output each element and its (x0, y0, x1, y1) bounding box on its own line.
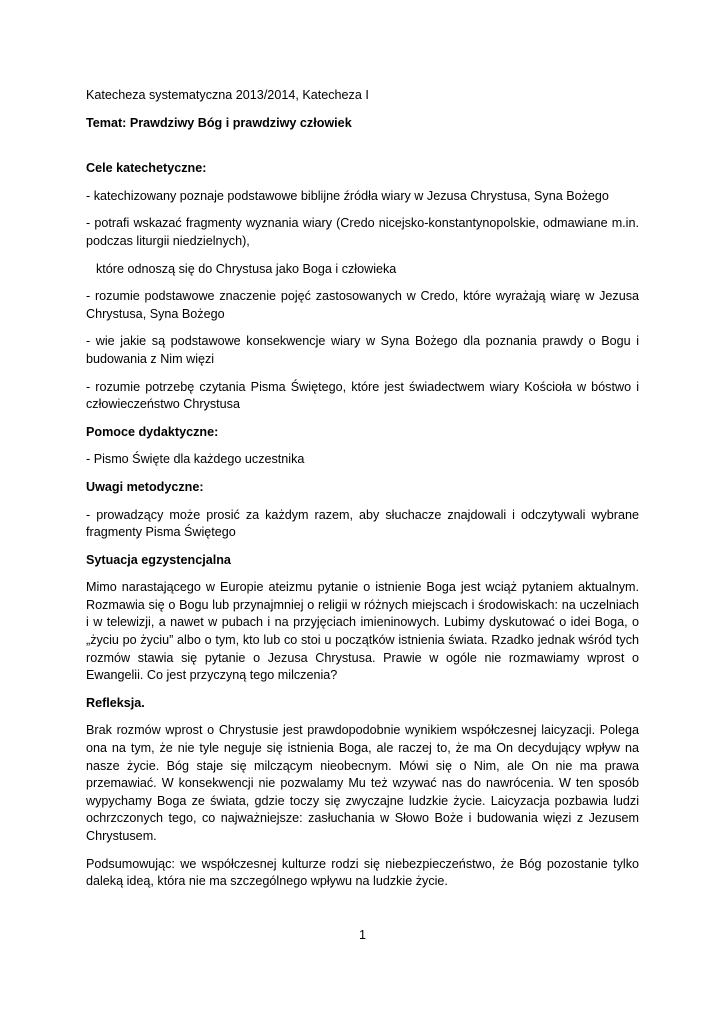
spacer (86, 142, 639, 160)
reflection-paragraph: Brak rozmów wprost o Chrystusie jest prawdopodobnie wynikiem współczesnej laicyzacji. Polega ona na tym, że nie tyle neguje się istnienia Boga, ale raczej to, że ma On decydujący wpływ na nasze życie. Bóg staje się milczącym nieobecnym. Mówi się o Nim, ale On nie ma prawa przemawiać. W konsekwencji nie pozwalamy Mu też wzywać nas do nawrócenia. W ten sposób wypychamy Boga ze świata, gdzie toczy się zwyczajne ludzkie życie. Laicyzacja pozbawia ludzi ochrzczonych tego, co najważniejsze: zasłuchania w Słowo Boże i budowania więzi z Jezusem Chrystusem. (86, 723, 639, 843)
goal-item: - rozumie podstawowe znaczenie pojęć zastosowanych w Credo, które wyrażają wiarę w Jezusa Chrystusa, Syna Bożego (86, 289, 639, 321)
situation-text: Mimo narastającego w Europie ateizmu pytanie o istnienie Boga jest wciąż pytaniem aktualnym. Rozmawia się o Bogu lub przynajmniej o religii w różnych miejscach i środowiskach: na uczelniach i w telewizji, a nawet w pubach i na przyjęciach imieninowych. Lubimy dyskutować o idei Boga, o „życiu po życiu” albo o tym, kto lub co stoi u początków istnienia świata. Rzadko jednak wśród tych rozmów stawia się pytanie o Jezusa Chrystusa. Prawie w ogóle nie rozmawiamy wprost o Ewangelii. Co jest przyczyną tego milczenia? (86, 580, 639, 683)
notes-heading: Uwagi metodyczne: (86, 479, 204, 494)
notes-text: - prowadzący może prosić za każdym razem, aby słuchacze znajdowali i odczytywali wybrane fragmenty Pisma Świętego (86, 507, 639, 540)
reflection-paragraph: Podsumowując: we współczesnej kulturze rodzi się niebezpieczeństwo, że Bóg pozostanie tylko daleką ideą, która nie ma szczególnego wpływu na ludzkie życie. (86, 856, 639, 889)
aids-text: - Pismo Święte dla każdego uczestnika (86, 452, 305, 467)
page-number: 1 (358, 928, 366, 942)
reflection-heading: Refleksja. (86, 695, 145, 710)
goal-item: - potrafi wskazać fragmenty wyznania wiary (Credo nicejsko-konstantynopolskie, odmawiane m.in. podczas liturgii niedzielnych), (86, 216, 639, 248)
situation-heading: Sytuacja egzystencjalna (86, 552, 231, 567)
goals-heading: Cele katechetyczne: (86, 161, 207, 176)
lesson-topic: Temat: Prawdziwy Bóg i prawdziwy człowiek (86, 115, 352, 130)
document-body (86, 87, 639, 901)
document-header: Katecheza systematyczna 2013/2014, Katecheza I (86, 88, 369, 102)
goal-item: - wie jakie są podstawowe konsekwencje wiary w Syna Bożego dla poznania prawdy o Bogu i budowania z Nim więzi (86, 334, 639, 366)
goal-item: - rozumie potrzebę czytania Pisma Świętego, które jest świadectwem wiary Kościoła w bóstwo i człowieczeństwo Chrystusa (86, 379, 639, 412)
goal-item: - katechizowany poznaje podstawowe biblijne źródła wiary w Jezusa Chrystusa, Syna Bożego (86, 188, 609, 203)
goal-item: które odnoszą się do Chrystusa jako Boga i człowieka (96, 261, 397, 276)
aids-heading: Pomoce dydaktyczne: (86, 424, 219, 439)
